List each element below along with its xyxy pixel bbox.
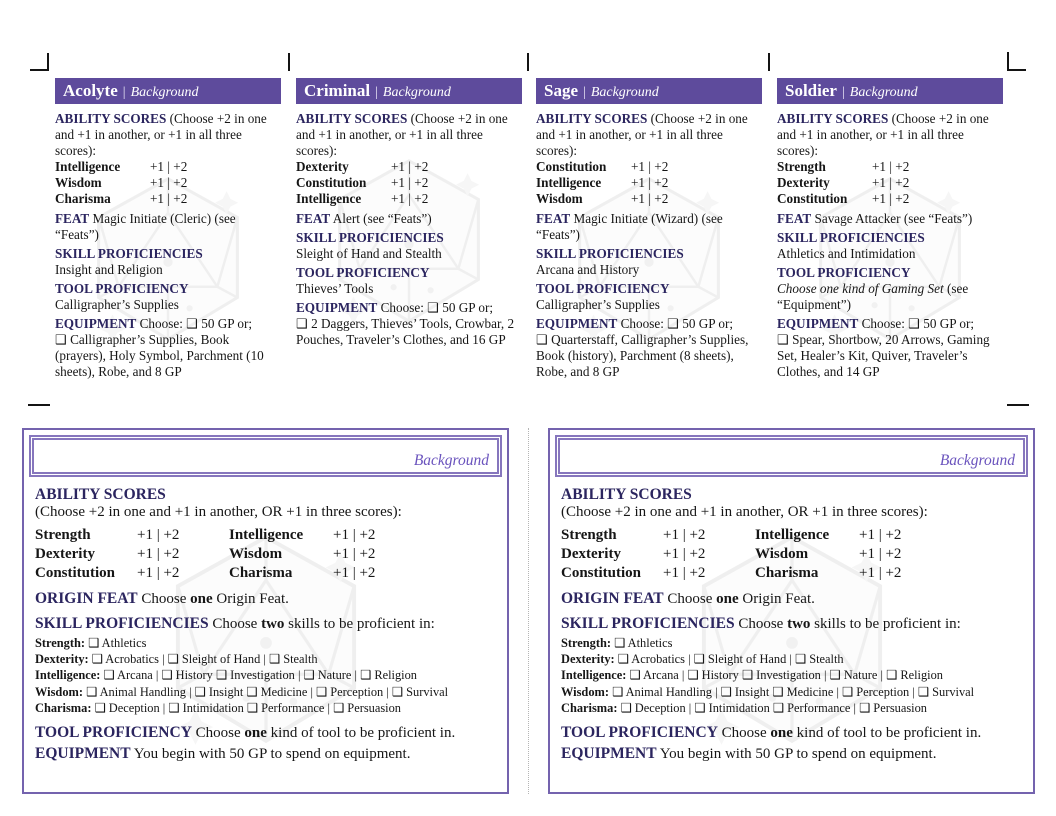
- ability-row: Dexterity +1 | +2: [296, 159, 429, 175]
- crop-mark: [288, 53, 290, 71]
- feat-text: Savage Attacker (see “Feats”): [814, 210, 973, 226]
- card-name-box: [555, 435, 1028, 477]
- equipment-alt: ❑ Calligrapher’s Supplies, Book (prayers), Holy Symbol, Parchment (10 sheets), Robe, and 8 GP: [55, 332, 264, 380]
- tool-proficiency-section: TOOL PROFICIENCY Choose one kind of tool to be proficient in.: [35, 723, 456, 741]
- card-title: Acolyte: [63, 81, 118, 100]
- skill-row: Intelligence: ❑ Arcana | ❑ History ❑ Investigation | ❑ Nature | ❑ Religion: [35, 668, 417, 683]
- background-card-acolyte: [55, 78, 281, 392]
- feat-section: [296, 211, 522, 227]
- blank-background-card-left: [22, 428, 509, 794]
- equipment-alt: ❑ 2 Daggers, Thieves’ Tools, Crowbar, 2 Pouches, Traveler’s Clothes, and 16 GP: [296, 316, 515, 348]
- origin-feat-heading: ORIGIN FEAT: [35, 589, 138, 607]
- ability-row: Constitution +1 | +2: [777, 191, 910, 207]
- ability-scores-note: (Choose +2 in one and +1 in another, or +1 in all three scores):: [536, 111, 748, 159]
- skill-proficiencies-heading: SKILL PROFICIENCIES: [536, 245, 684, 261]
- equipment-choose: Choose: ❑ 50 GP or;: [861, 316, 975, 332]
- equipment-choose: Choose: ❑ 50 GP or;: [620, 316, 734, 332]
- skill-proficiencies-heading: SKILL PROFICIENCIES: [55, 245, 203, 261]
- tool-proficiency-heading: TOOL PROFICIENCY: [296, 264, 430, 280]
- ability-row: Charisma +1 | +2: [55, 191, 188, 207]
- feat-section: [55, 211, 281, 243]
- tool-proficiency-heading: TOOL PROFICIENCY: [561, 723, 718, 741]
- ability-scores-heading: ABILITY SCORES: [561, 486, 692, 503]
- background-card-soldier: [777, 78, 1003, 392]
- crop-mark: [768, 53, 770, 71]
- skill-proficiencies-text: Sleight of Hand and Stealth: [296, 245, 442, 261]
- skill-row: Charisma: ❑ Deception | ❑ Intimidation ❑ Performance | ❑ Persuasion: [561, 701, 927, 716]
- skill-row: Intelligence: ❑ Arcana | ❑ History ❑ Investigation | ❑ Nature | ❑ Religion: [561, 668, 943, 683]
- ability-scores-note: (Choose +2 in one and +1 in another, OR +1 in three scores):: [561, 504, 928, 520]
- skill-proficiencies-text: Arcana and History: [536, 261, 640, 277]
- ability-scores-section: [35, 486, 496, 521]
- feat-section: [777, 211, 1003, 227]
- card-subtitle: Background: [130, 85, 199, 100]
- ability-scores-note: (Choose +2 in one and +1 in another, or +1 in all three scores):: [55, 111, 267, 159]
- equipment-heading: EQUIPMENT: [536, 316, 618, 332]
- ability-scores-section: [55, 111, 281, 159]
- equipment-section: EQUIPMENT You begin with 50 GP to spend on equipment.: [35, 744, 411, 762]
- title-separator: |: [375, 85, 378, 100]
- skill-row: Strength: ❑ Athletics: [35, 635, 147, 650]
- feat-heading: FEAT: [777, 210, 812, 226]
- crop-mark: [47, 53, 49, 71]
- skill-proficiencies-text: Athletics and Intimidation: [777, 245, 916, 261]
- equipment-heading: EQUIPMENT: [561, 744, 657, 762]
- card-header: [296, 78, 522, 104]
- feat-text: Magic Initiate (Cleric) (see “Feats”): [55, 210, 236, 242]
- card-type-label: Background: [939, 452, 1015, 469]
- skill-checkbox-list: [561, 635, 1022, 717]
- card-subtitle: Background: [849, 85, 918, 100]
- skill-proficiencies-text: Insight and Religion: [55, 261, 163, 277]
- origin-feat-heading: ORIGIN FEAT: [561, 589, 664, 607]
- tool-proficiency-text: Choose one kind of Gaming Set (see “Equipment”): [777, 280, 969, 313]
- skill-row: Wisdom: ❑ Animal Handling | ❑ Insight ❑ Medicine | ❑ Perception | ❑ Survival: [35, 684, 449, 699]
- ability-scores-heading: ABILITY SCORES: [777, 111, 889, 126]
- equipment-heading: EQUIPMENT: [35, 744, 131, 762]
- card-type-label: Background: [413, 452, 489, 469]
- background-card-sage: [536, 78, 762, 392]
- ability-scores-heading: ABILITY SCORES: [296, 111, 408, 126]
- equipment-alt: ❑ Quarterstaff, Calligrapher’s Supplies, Book (history), Parchment (8 sheets), Robe, and 8 GP: [536, 332, 749, 380]
- ability-scores-section: [561, 486, 1022, 521]
- card-header: [55, 78, 281, 104]
- ability-row: Dexterity +1 | +2: [777, 175, 910, 191]
- ability-row: Constitution +1 | +2: [536, 159, 669, 175]
- origin-feat-section: ORIGIN FEAT Choose one Origin Feat.: [561, 589, 815, 607]
- feat-section: [536, 211, 762, 243]
- card-title: Criminal: [304, 81, 371, 100]
- crop-mark: [1007, 404, 1029, 406]
- origin-feat-section: ORIGIN FEAT Choose one Origin Feat.: [35, 589, 289, 607]
- tool-proficiency-text: Thieves’ Tools: [296, 280, 374, 296]
- title-separator: |: [122, 85, 126, 100]
- equipment-heading: EQUIPMENT: [296, 300, 378, 316]
- skill-proficiencies-heading: SKILL PROFICIENCIES: [35, 614, 209, 632]
- ability-row: Wisdom +1 | +2: [55, 175, 188, 191]
- ability-row: Constitution +1 | +2: [296, 175, 429, 191]
- card-header: [777, 78, 1003, 104]
- ability-scores-section: [296, 111, 522, 159]
- skill-checkbox-list: [35, 635, 496, 717]
- ability-table: Strength +1 | +2 Intelligence +1 | +2 Dexterity +1 | +2 Wisdom +1 | +2 Constitution +1 | +2 Charisma +1 | +2: [561, 527, 902, 581]
- equipment-choose: Choose: ❑ 50 GP or;: [139, 316, 253, 332]
- ability-scores-section: [536, 111, 762, 159]
- background-card-criminal: [296, 78, 522, 392]
- equipment-choose: Choose: ❑ 50 GP or;: [380, 300, 494, 316]
- ability-row: Wisdom +1 | +2: [536, 191, 669, 207]
- equipment-heading: EQUIPMENT: [55, 316, 137, 332]
- ability-scores-heading: ABILITY SCORES: [55, 111, 167, 126]
- feat-heading: FEAT: [536, 210, 571, 226]
- tool-proficiency-heading: TOOL PROFICIENCY: [35, 723, 192, 741]
- skill-row: Strength: ❑ Athletics: [561, 635, 673, 650]
- ability-row: Intelligence +1 | +2: [536, 175, 669, 191]
- crop-mark: [527, 53, 529, 71]
- cut-line-divider: [528, 428, 529, 794]
- ability-row: Intelligence +1 | +2: [296, 191, 429, 207]
- card-title: Soldier: [785, 81, 837, 100]
- equipment-section: [536, 316, 762, 380]
- crop-mark: [28, 404, 50, 406]
- skill-row: Dexterity: ❑ Acrobatics | ❑ Sleight of Hand | ❑ Stealth: [561, 652, 844, 667]
- ability-scores-note: (Choose +2 in one and +1 in another, or +1 in all three scores):: [296, 111, 508, 159]
- equipment-section: [777, 316, 1003, 380]
- tool-proficiency-heading: TOOL PROFICIENCY: [777, 264, 911, 280]
- card-title: Sage: [544, 81, 578, 100]
- feat-heading: FEAT: [55, 210, 90, 226]
- skill-proficiencies-heading: SKILL PROFICIENCIES: [777, 229, 925, 245]
- feat-heading: FEAT: [296, 210, 331, 226]
- skill-row: Dexterity: ❑ Acrobatics | ❑ Sleight of Hand | ❑ Stealth: [35, 652, 318, 667]
- feat-text: Alert (see “Feats”): [332, 210, 432, 226]
- ability-scores-section: [777, 111, 1003, 159]
- ability-scores-note: (Choose +2 in one and +1 in another, or +1 in all three scores):: [777, 111, 989, 159]
- title-separator: |: [583, 85, 586, 100]
- tool-proficiency-section: TOOL PROFICIENCY Choose one kind of tool to be proficient in.: [561, 723, 982, 741]
- title-separator: |: [841, 85, 845, 100]
- equipment-section: EQUIPMENT You begin with 50 GP to spend on equipment.: [561, 744, 937, 762]
- ability-scores-note: (Choose +2 in one and +1 in another, OR +1 in three scores):: [35, 504, 402, 520]
- equipment-section: [55, 316, 281, 380]
- tool-proficiency-text: Calligrapher’s Supplies: [55, 297, 179, 313]
- skill-proficiencies-heading: SKILL PROFICIENCIES: [296, 229, 444, 245]
- equipment-section: [296, 300, 522, 348]
- ability-scores-heading: ABILITY SCORES: [536, 111, 648, 126]
- tool-proficiency-heading: TOOL PROFICIENCY: [536, 280, 670, 296]
- skill-proficiencies-section: SKILL PROFICIENCIES Choose two skills to be proficient in:: [35, 614, 435, 632]
- tool-proficiency-text: Calligrapher’s Supplies: [536, 297, 660, 313]
- tool-proficiency-heading: TOOL PROFICIENCY: [55, 280, 189, 296]
- ability-scores-heading: ABILITY SCORES: [35, 486, 166, 503]
- skill-row: Charisma: ❑ Deception | ❑ Intimidation ❑ Performance | ❑ Persuasion: [35, 701, 401, 716]
- ability-row: Intelligence +1 | +2: [55, 159, 188, 175]
- skill-proficiencies-section: SKILL PROFICIENCIES Choose two skills to be proficient in:: [561, 614, 961, 632]
- skill-row: Wisdom: ❑ Animal Handling | ❑ Insight ❑ Medicine | ❑ Perception | ❑ Survival: [561, 684, 975, 699]
- card-subtitle: Background: [382, 85, 451, 100]
- ability-row: Strength +1 | +2: [777, 159, 910, 175]
- crop-mark: [1007, 69, 1026, 71]
- equipment-alt: ❑ Spear, Shortbow, 20 Arrows, Gaming Set, Healer’s Kit, Quiver, Traveler’s Clothes, and 14 GP: [777, 332, 990, 380]
- ability-table: Strength +1 | +2 Intelligence +1 | +2 Dexterity +1 | +2 Wisdom +1 | +2 Constitution +1 | +2 Charisma +1 | +2: [35, 527, 376, 581]
- equipment-heading: EQUIPMENT: [777, 316, 859, 332]
- blank-background-card-right: [548, 428, 1035, 794]
- feat-text: Magic Initiate (Wizard) (see “Feats”): [536, 210, 723, 242]
- card-name-box: [29, 435, 502, 477]
- skill-proficiencies-heading: SKILL PROFICIENCIES: [561, 614, 735, 632]
- card-subtitle: Background: [590, 85, 659, 100]
- card-header: [536, 78, 762, 104]
